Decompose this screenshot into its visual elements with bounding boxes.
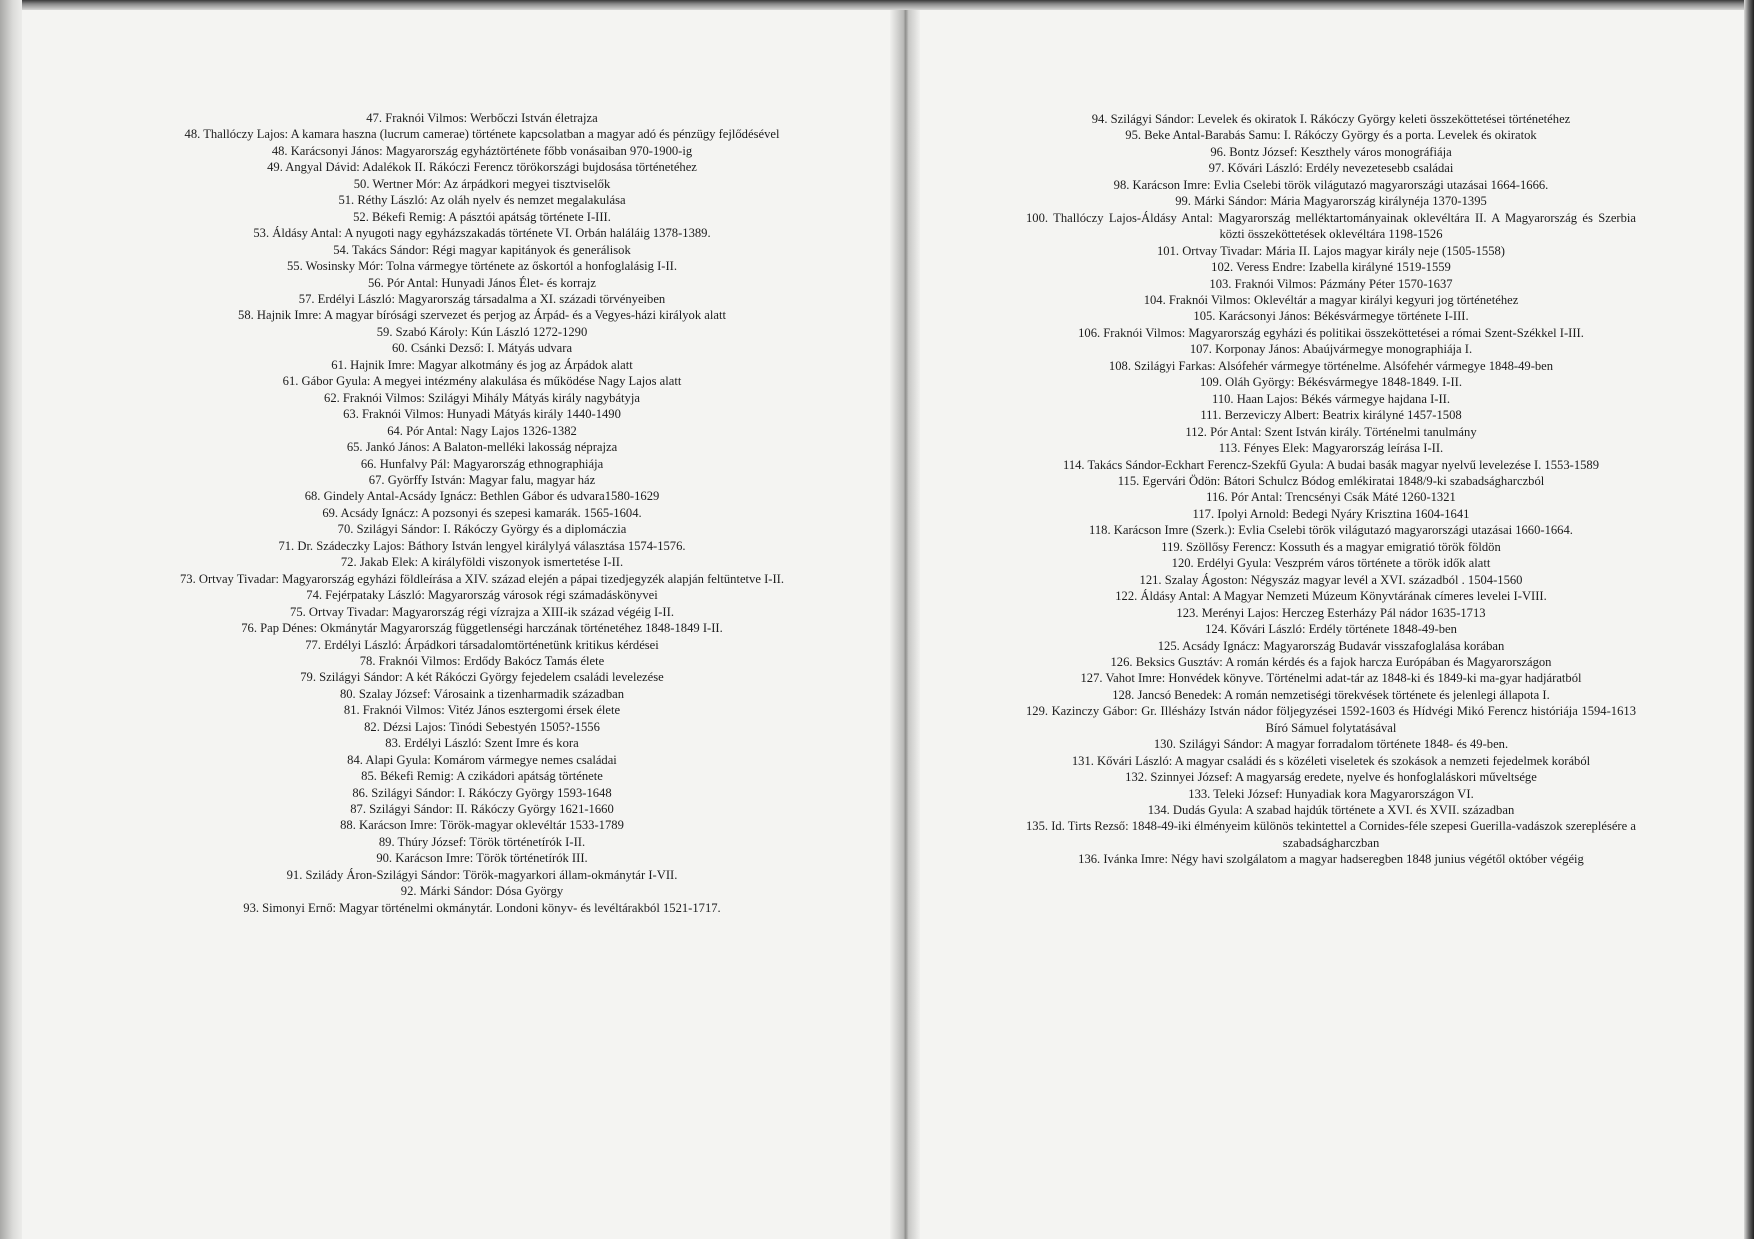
- bibliography-entry: 52. Békefi Remig: A pásztói apátság története I-III.: [353, 209, 611, 224]
- bibliography-entry: 68. Gindely Antal-Acsády Ignácz: Bethlen Gábor és udvara1580-1629: [304, 489, 660, 504]
- bibliography-entry: 81. Fraknói Vilmos: Vitéz János esztergomi érsek élete: [343, 703, 621, 718]
- bibliography-entry: 104. Fraknói Vilmos: Oklevéltár a magyar királyi kegyuri jog történetéhez: [1143, 292, 1519, 307]
- bibliography-entry: 78. Fraknói Vilmos: Erdődy Bakócz Tamás élete: [359, 653, 605, 668]
- bibliography-entry: 89. Thúry József: Török történetírók I-II.: [378, 834, 586, 849]
- bibliography-entry: 75. Ortvay Tivadar: Magyarország régi vízrajza a XIII-ik század végéig I-II.: [290, 604, 674, 619]
- bibliography-entry: 105. Karácsonyi János: Békésvármegye története I-III.: [1193, 309, 1469, 324]
- bibliography-entry: 129. Kazinczy Gábor: Gr. Illésházy István nádor följegyzései 1592-1603 és Hídvégi Mikó Ferencz históriája 1594-1613 Bíró Sámuel folytatásával: [1026, 704, 1636, 735]
- bibliography-entry: 131. Kővári László: A magyar családi és s közéleti viseletek és szokások a nemzeti fejedelmek korából: [1071, 753, 1591, 768]
- bibliography-entry: 77. Erdélyi László: Árpádkori társadalomtörténetünk kritikus kérdései: [305, 637, 659, 652]
- scan-left-edge: [0, 0, 22, 1239]
- bibliography-entry: 133. Teleki József: Hunyadiak kora Magyarországon VI.: [1188, 786, 1474, 801]
- bibliography-entry: 96. Bontz József: Keszthely város monográfiája: [1210, 144, 1452, 159]
- bibliography-entry: 99. Márki Sándor: Mária Magyarország királynéja 1370-1395: [1175, 194, 1487, 209]
- bibliography-entry: 48. Thallóczy Lajos: A kamara haszna (lucrum camerae) története kapcsolatban a magyar adó és pénzügy fejlődésével: [184, 127, 780, 142]
- bibliography-entry: 51. Réthy László: Az oláh nyelv és nemzet megalakulása: [338, 193, 626, 208]
- bibliography-entry: 101. Ortvay Tivadar: Mária II. Lajos magyar király neje (1505-1558): [1157, 243, 1505, 258]
- bibliography-entry: 60. Csánki Dezső: I. Mátyás udvara: [391, 341, 573, 356]
- bibliography-entry: 58. Hajnik Imre: A magyar bírósági szervezet és perjog az Árpád- és a Vegyes-házi királyok alatt: [238, 308, 726, 323]
- bibliography-entry: 67. Györffy István: Magyar falu, magyar ház: [368, 472, 596, 487]
- bibliography-entry: 134. Dudás Gyula: A szabad hajdúk története a XVI. és XVII. században: [1147, 803, 1515, 818]
- bibliography-entry: 124. Kővári László: Erdély története 1848-49-ben: [1205, 622, 1457, 637]
- bibliography-entry: 120. Erdélyi Gyula: Veszprém város története a török idők alatt: [1171, 556, 1491, 571]
- bibliography-entry: 97. Kővári László: Erdély nevezetesebb családai: [1208, 161, 1454, 176]
- bibliography-entry: 90. Karácson Imre: Török történetírók III.: [376, 851, 588, 866]
- bibliography-entry: 116. Pór Antal: Trencsényi Csák Máté 1260-1321: [1206, 490, 1456, 505]
- bibliography-entry: 54. Takács Sándor: Régi magyar kapitányok és generálisok: [333, 242, 631, 257]
- bibliography-entry: 121. Szalay Ágoston: Négyszáz magyar levél a XVI. századból . 1504-1560: [1139, 572, 1523, 587]
- bibliography-entry: 73. Ortvay Tivadar: Magyarország egyházi földleírása a XIV. század elején a pápai tizedjegyzék alapján feltüntetve I-II.: [179, 571, 784, 586]
- bibliography-entry: 47. Fraknói Vilmos: Werbőczi István életrajza: [366, 111, 598, 125]
- bibliography-entry: 79. Szilágyi Sándor: A két Rákóczi György fejedelem családi levelezése: [300, 670, 664, 685]
- scan-top-edge: [0, 0, 1754, 10]
- bibliography-entry: 61. Hajnik Imre: Magyar alkotmány és jog az Árpádok alatt: [331, 357, 633, 372]
- bibliography-entry: 110. Haan Lajos: Békés vármegye hajdana I-II.: [1211, 391, 1451, 406]
- bibliography-entry: 72. Jakab Elek: A királyföldi viszonyok ismertetése I-II.: [340, 555, 624, 570]
- bibliography-entry: 136. Ivánka Imre: Négy havi szolgálatom a magyar hadseregben 1848 junius végétől október végéig: [1078, 852, 1584, 867]
- bibliography-entry: 106. Fraknói Vilmos: Magyarország egyházi és politikai összeköttetései a római Szent-Székkel I-III.: [1078, 325, 1584, 340]
- bibliography-entry: 49. Angyal Dávid: Adalékok II. Rákóczi Ferencz törökországi bujdosása történetéhez: [267, 160, 697, 175]
- bibliography-entry: 82. Dézsi Lajos: Tinódi Sebestyén 1505?-1556: [364, 719, 600, 734]
- bibliography-entry: 92. Márki Sándor: Dósa György: [400, 884, 564, 899]
- scan-right-edge: [1744, 0, 1754, 1239]
- bibliography-entry: 100. Thallóczy Lajos-Áldásy Antal: Magyarország melléktartományainak oklevéltára II. A Magyarország és Szerbia közti összeköttetések oklevéltára 1198-1526: [1026, 210, 1636, 242]
- bibliography-entry: 86. Szilágyi Sándor: I. Rákóczy György 1593-1648: [352, 785, 612, 800]
- right-page: [906, 10, 1744, 1239]
- bibliography-entry: 74. Fejérpataky László: Magyarország városok régi számadáskönyvei: [306, 588, 658, 603]
- bibliography-entry: 125. Acsády Ignácz: Magyarország Budavár visszafoglalása korában: [1157, 638, 1505, 653]
- bibliography-entry: 123. Merényi Lajos: Herczeg Esterházy Pál nádor 1635-1713: [1176, 605, 1486, 620]
- bibliography-entry: 80. Szalay József: Városaink a tizenharmadik században: [339, 686, 625, 701]
- bibliography-entry: 71. Dr. Szádeczky Lajos: Báthory István lengyel királylyá választása 1574-1576.: [278, 538, 686, 553]
- bibliography-entry: 95. Beke Antal-Barabás Samu: I. Rákóczy György és a porta. Levelek és okiratok: [1125, 128, 1537, 143]
- bibliography-entry: 130. Szilágyi Sándor: A magyar forradalom története 1848- és 49-ben.: [1153, 737, 1509, 752]
- bibliography-entry: 108. Szilágyi Farkas: Alsófehér vármegye történelme. Alsófehér vármegye 1848-49-ben: [1108, 358, 1554, 373]
- bibliography-entry: 87. Szilágyi Sándor: II. Rákóczy György 1621-1660: [350, 802, 614, 817]
- bibliography-entry: 115. Egervári Ödön: Bátori Schulcz Bódog emlékiratai 1848/9-ki szabadságharczból: [1117, 473, 1545, 488]
- bibliography-entry: 64. Pór Antal: Nagy Lajos 1326-1382: [387, 423, 577, 438]
- bibliography-entry: 61. Gábor Gyula: A megyei intézmény alakulása és működése Nagy Lajos alatt: [282, 374, 682, 389]
- bibliography-entry: 98. Karácson Imre: Evlia Cselebi török világutazó magyarországi utazásai 1664-1666.: [1113, 177, 1549, 192]
- bibliography-entry: 119. Szöllősy Ferencz: Kossuth és a magyar emigratió török földön: [1161, 539, 1501, 554]
- bibliography-entry: 59. Szabó Károly: Kún László 1272-1290: [376, 324, 588, 339]
- bibliography-entry: 63. Fraknói Vilmos: Hunyadi Mátyás király 1440-1490: [343, 407, 621, 422]
- bibliography-entry: 48. Karácsonyi János: Magyarország egyháztörténete főbb vonásaiban 970-1900-ig: [271, 143, 693, 158]
- bibliography-entry: 118. Karácson Imre (Szerk.): Evlia Cselebi török világutazó magyarországi utazásai 1660-1664.: [1089, 523, 1573, 538]
- bibliography-entry: 76. Pap Dénes: Okmánytár Magyarország függetlenségi harczának történetéhez 1848-1849 I-II.: [241, 621, 723, 636]
- bibliography-entry: 53. Áldásy Antal: A nyugoti nagy egyházszakadás története VI. Orbán haláláig 1378-1389.: [253, 226, 711, 241]
- bibliography-entry: 94. Szilágyi Sándor: Levelek és okiratok I. Rákóczy György keleti összeköttetései történetéhez: [1091, 112, 1571, 126]
- bibliography-entry: 85. Békefi Remig: A czikádori apátság története: [361, 769, 603, 784]
- bibliography-entry: 103. Fraknói Vilmos: Pázmány Péter 1570-1637: [1209, 276, 1453, 291]
- bibliography-entry: 93. Simonyi Ernő: Magyar történelmi okmánytár. Londoni könyv- és levéltárakból 1521-1717.: [243, 900, 721, 915]
- bibliography-entry: 107. Korponay János: Abaújvármegye monographiája I.: [1189, 342, 1473, 357]
- bibliography-entry: 69. Acsády Ignácz: A pozsonyi és szepesi kamarák. 1565-1604.: [322, 505, 642, 520]
- bibliography-entry: 122. Áldásy Antal: A Magyar Nemzeti Múzeum Könyvtárának címeres levelei I-VIII.: [1115, 589, 1547, 604]
- bibliography-entry: 126. Beksics Gusztáv: A román kérdés és a fajok harcza Európában és Magyarországon: [1110, 654, 1552, 669]
- bibliography-entry: 57. Erdélyi László: Magyarország társadalma a XI. századi törvényeiben: [298, 291, 666, 306]
- left-page: [22, 10, 902, 1239]
- bibliography-entry: 128. Jancsó Benedek: A román nemzetiségi törekvések története és jelenlegi állapota I.: [1112, 687, 1550, 702]
- bibliography-entry: 112. Pór Antal: Szent István király. Történelmi tanulmány: [1185, 424, 1477, 439]
- bibliography-entry: 135. Id. Tirts Rezső: 1848-49-iki élményeim különös tekintettel a Cornides-féle szepesi Guerilla-vadászok szereplésére a szabadságharczban: [1026, 819, 1636, 850]
- bibliography-entry: 83. Erdélyi László: Szent Imre és kora: [385, 736, 579, 751]
- bibliography-entry: 127. Vahot Imre: Honvédek könyve. Történelmi adat-tár az 1848-ki és 1849-ki ma-gyar hadjáratból: [1080, 671, 1582, 686]
- bibliography-entry: 102. Veress Endre: Izabella királyné 1519-1559: [1211, 260, 1451, 275]
- bibliography-entry: 65. Jankó János: A Balaton-melléki lakosság néprajza: [346, 440, 618, 455]
- bibliography-entry: 55. Wosinsky Mór: Tolna vármegye története az őskortól a honfoglalásig I-II.: [286, 259, 678, 274]
- bibliography-entry: 66. Hunfalvy Pál: Magyarország ethnographiája: [360, 456, 604, 471]
- bibliography-entry: 111. Berzeviczy Albert: Beatrix királyné 1457-1508: [1200, 408, 1462, 423]
- bibliography-entry: 62. Fraknói Vilmos: Szilágyi Mihály Mátyás király nagybátyja: [324, 390, 640, 405]
- bibliography-entry: 113. Fényes Elek: Magyarország leírása I-II.: [1218, 441, 1444, 456]
- bibliography-entry: 84. Alapi Gyula: Komárom vármegye nemes családai: [347, 752, 617, 767]
- book-gutter: [890, 0, 920, 1239]
- left-page-entry-list: [177, 110, 787, 916]
- bibliography-entry: 132. Szinnyei József: A magyarság eredete, nyelve és honfoglaláskori műveltsége: [1125, 770, 1537, 785]
- right-page-entry-list: [1026, 111, 1636, 868]
- bibliography-entry: 56. Pór Antal: Hunyadi János Élet- és korrajz: [367, 275, 597, 290]
- bibliography-entry: 70. Szilágyi Sándor: I. Rákóczy György és a diplomáczia: [337, 522, 627, 537]
- bibliography-entry: 91. Szilády Áron-Szilágyi Sándor: Török-magyarkori állam-okmánytár I-VII.: [286, 867, 678, 882]
- bibliography-entry: 88. Karácson Imre: Török-magyar oklevéltár 1533-1789: [340, 818, 624, 833]
- bibliography-entry: 109. Oláh György: Békésvármegye 1848-1849. I-II.: [1199, 375, 1463, 390]
- bibliography-entry: 50. Wertner Mór: Az árpádkori megyei tisztviselők: [353, 176, 611, 191]
- bibliography-entry: 114. Takács Sándor-Eckhart Ferencz-Szekfű Gyula: A budai basák magyar nyelvű levelezése I. 1553-1589: [1062, 457, 1600, 472]
- bibliography-entry: 117. Ipolyi Arnold: Bedegi Nyáry Krisztina 1604-1641: [1192, 506, 1470, 521]
